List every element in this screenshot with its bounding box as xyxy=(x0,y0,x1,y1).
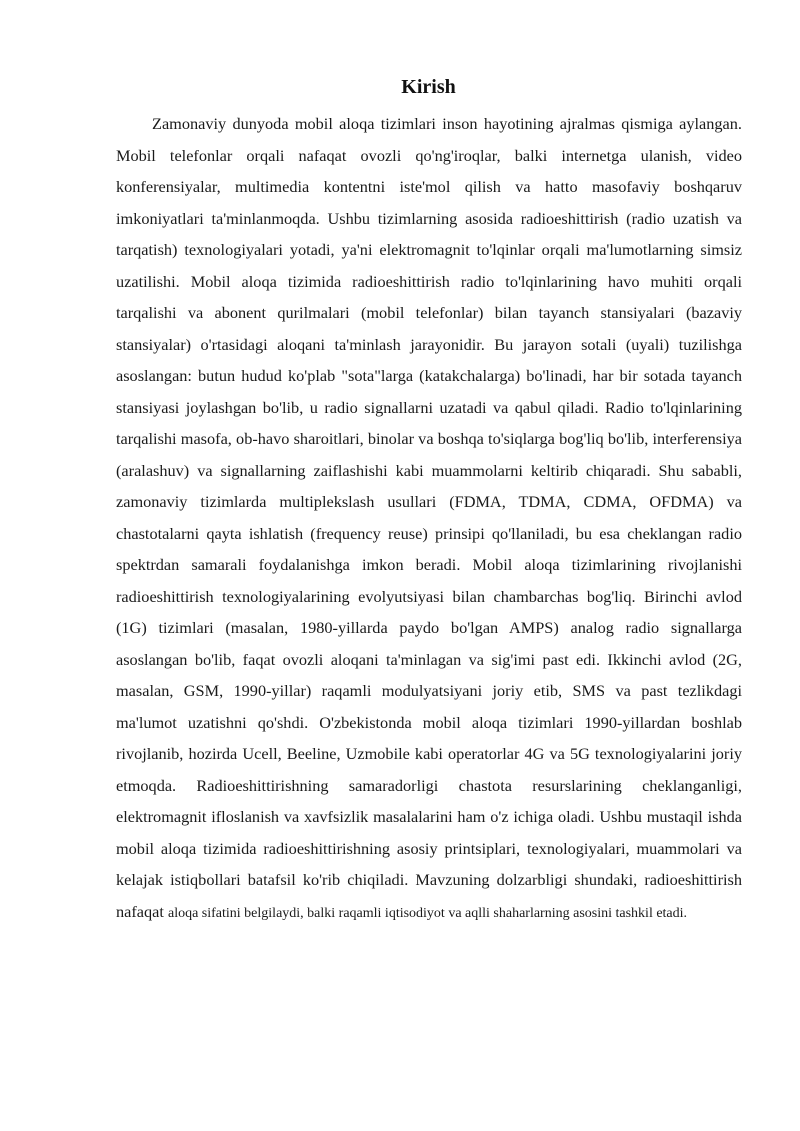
body-paragraph xyxy=(116,108,742,929)
paragraph-main-text: Zamonaviy dunyoda mobil aloqa tizimlari inson hayotining ajralmas qismiga aylangan. Mobil telefonlar orqali nafaqat ovozli qo'ng'iroqlar, balki internetga ulanish, video konferensiyalar, multimedia kontentni iste'mol qilish va hatto masofaviy boshqaruv imkoniyatlari ta'minlanmoqda. Ushbu tizimlarning asosida radioeshittirish (radio uzatish va tarqatish) texnologiyalari yotadi, ya'ni elektromagnit to'lqinlar orqali ma'lumotlarning simsiz uzatilishi. Mobil aloqa tizimida radioeshittirish radio to'lqinlarining havo muhiti orqali tarqalishi va abonent qurilmalari (mobil telefonlar) bilan tayanch stansiyalari (bazaviy stansiyalar) o'rtasidagi aloqani ta'minlash jarayonidir. Bu jarayon sotali (uyali) tuzilishga asoslangan: butun hudud ko'plab "sota"larga (katakchalarga) bo'linadi, har bir sotada tayanch stansiyasi joylashgan bo'lib, u radio signallarni uzatadi va qabul qiladi. Radio to'lqinlarining tarqalishi masofa, ob-havo sharoitlari, binolar va boshqa to'siqlarga bog'liq bo'lib, interferensiya (aralashuv) va signallarning zaiflashishi kabi muammolarni keltirib chiqaradi. Shu sababli, zamonaviy tizimlarda multiplekslash usullari (FDMA, TDMA, CDMA, OFDMA) va chastotalarni qayta ishlatish (frequency reuse) prinsipi qo'llaniladi, bu esa cheklangan radio spektrdan samarali foydalanishga imkon beradi. Mobil aloqa tizimlarining rivojlanishi radioeshittirish texnologiyalarining evolyutsiyasi bilan chambarchas bog'liq. Birinchi avlod (1G) tizimlari (masalan, 1980-yillarda paydo bo'lgan AMPS) analog radio signallarga asoslangan bo'lib, faqat ovozli aloqani ta'minlagan va sig'imi past edi. Ikkinchi avlod (2G, masalan, GSM, 1990-yillar) raqamli modulyatsiyani joriy etib, SMS va past tezlikdagi ma'lumot uzatishni qo'shdi. O'zbekistonda mobil aloqa tizimlari 1990-yillardan boshlab rivojlanib, hozirda Ucell, Beeline, Uzmobile kabi operatorlar 4G va 5G texnologiyalarini joriy etmoqda. Radioeshittirishning samaradorligi chastota resurslarining cheklanganligi, elektromagnit ifloslanish va xavfsizlik masalalarini ham o'z ichiga oladi. Ushbu mustaqil ishda mobil aloqa tizimida radioeshittirishning asosiy printsiplari, texnologiyalari, muammolari va kelajak istiqbollari batafsil ko'rib chiqiladi. Mavzuning dolzarbligi shundaki, radioeshittirish nafaqat xyxy=(116,114,742,921)
page-title: Kirish xyxy=(401,76,456,98)
paragraph-tail-text: aloqa sifatini belgilaydi, balki raqamli iqtisodiyot va aqlli shaharlarning asosini tashkil etadi. xyxy=(167,905,688,921)
